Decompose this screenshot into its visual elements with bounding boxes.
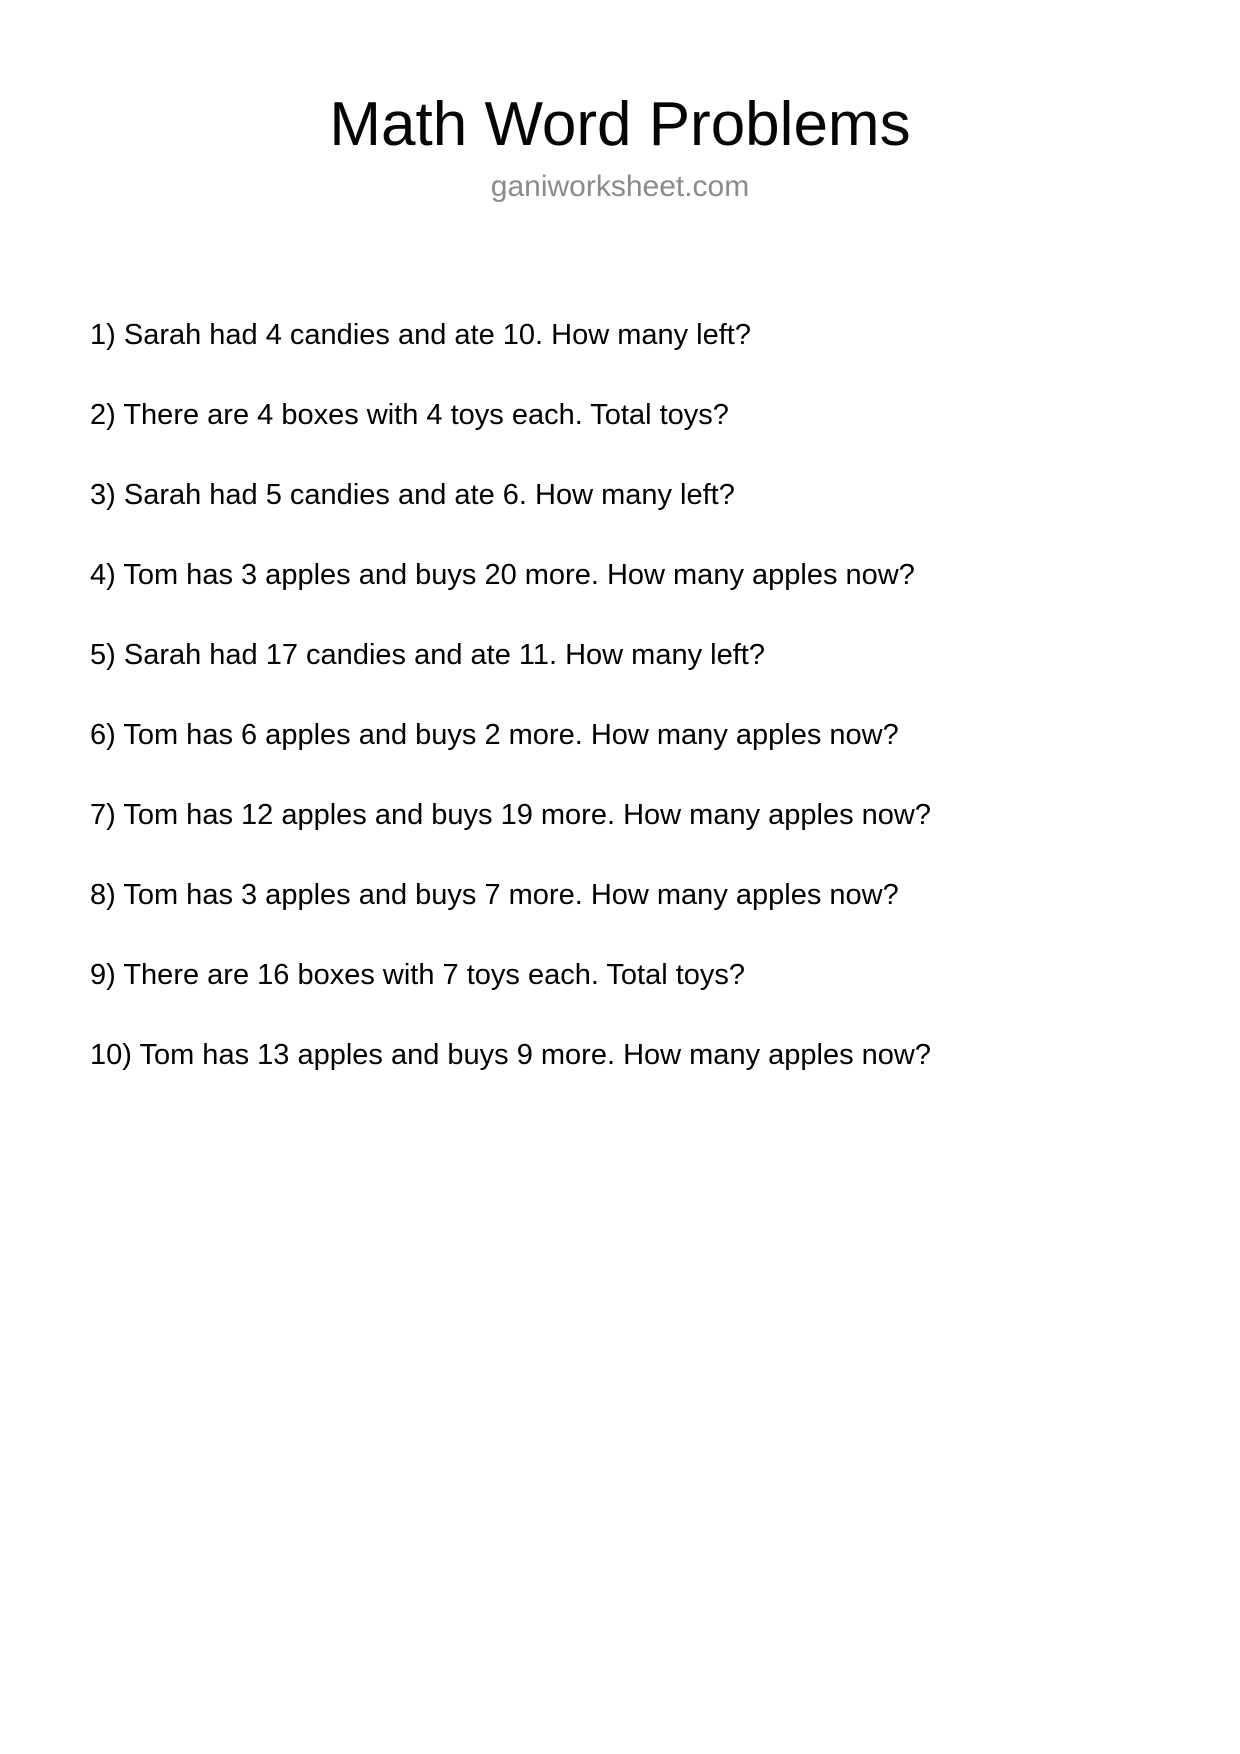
problem-text: There are 16 boxes with 7 toys each. Total toys? <box>123 959 746 991</box>
problem-number: 1) <box>90 319 116 351</box>
problem-text: Sarah had 17 candies and ate 11. How many left? <box>123 639 765 671</box>
problem-item-5 <box>90 638 1200 672</box>
problem-number: 10) <box>90 1039 132 1071</box>
problem-number: 7) <box>90 799 116 831</box>
problem-item-8 <box>90 878 1200 912</box>
problem-number: 5) <box>90 639 116 671</box>
problem-text: Sarah had 5 candies and ate 6. How many left? <box>123 479 735 511</box>
problem-number: 4) <box>90 559 116 591</box>
problem-text: There are 4 boxes with 4 toys each. Total toys? <box>123 399 729 431</box>
problem-item-4 <box>90 558 1200 592</box>
problem-item-3 <box>90 478 1200 512</box>
problem-text: Sarah had 4 candies and ate 10. How many left? <box>123 319 751 351</box>
worksheet-source-text: ganiworksheet.com <box>490 170 750 203</box>
problem-text: Tom has 3 apples and buys 7 more. How many apples now? <box>123 879 899 911</box>
worksheet-title: Math Word Problems <box>329 90 911 159</box>
problem-text: Tom has 3 apples and buys 20 more. How many apples now? <box>123 559 915 591</box>
problem-text: Tom has 12 apples and buys 19 more. How many apples now? <box>123 799 931 831</box>
problem-text: Tom has 13 apples and buys 9 more. How many apples now? <box>139 1039 931 1071</box>
problem-item-1 <box>90 318 1200 352</box>
problem-item-6 <box>90 718 1200 752</box>
problem-number: 3) <box>90 479 116 511</box>
problem-item-2 <box>90 398 1200 432</box>
problem-number: 6) <box>90 719 116 751</box>
problem-item-10 <box>90 1038 1200 1072</box>
problem-number: 9) <box>90 959 116 991</box>
problem-item-9 <box>90 958 1200 992</box>
problem-number: 2) <box>90 399 116 431</box>
problem-list <box>0 318 1240 1072</box>
problem-item-7 <box>90 798 1200 832</box>
problem-number: 8) <box>90 879 116 911</box>
problem-text: Tom has 6 apples and buys 2 more. How many apples now? <box>123 719 899 751</box>
